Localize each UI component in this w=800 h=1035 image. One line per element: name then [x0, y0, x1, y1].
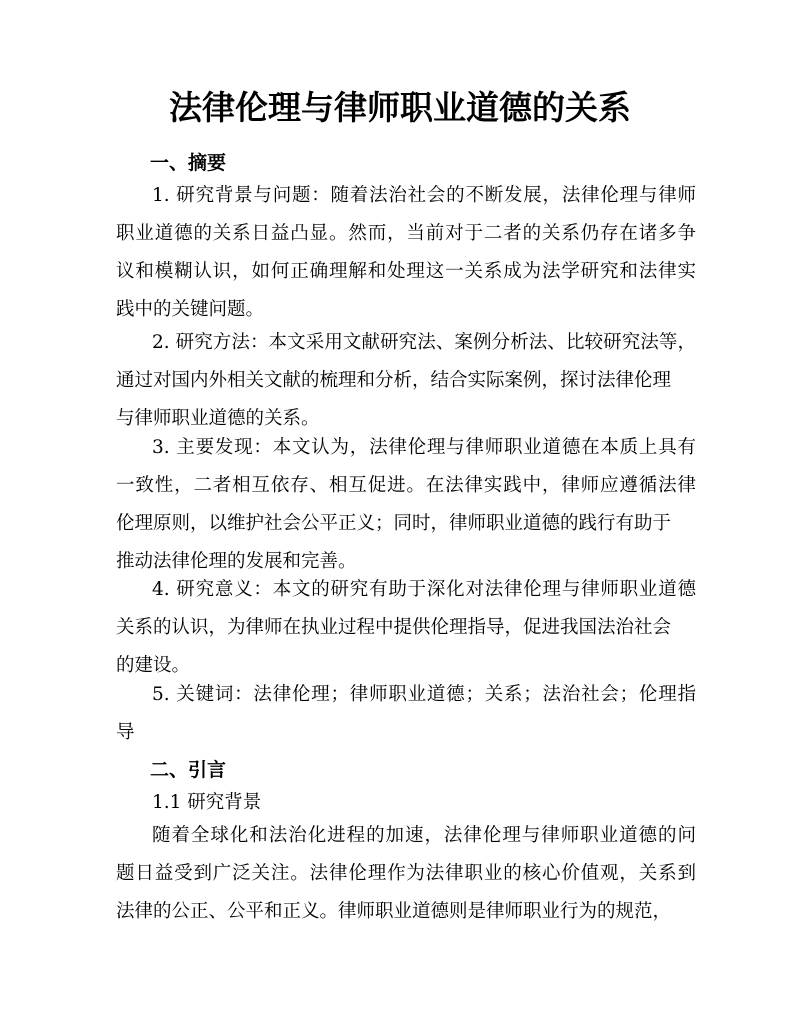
abstract-paragraph-1 — [116, 177, 696, 329]
text-line: 通过对国内外相关文献的梳理和分析，结合实际案例，探讨法律伦理 — [116, 370, 672, 391]
text-line: 题日益受到广泛关注。法律伦理作为法律职业的核心价值观，关系到 — [116, 863, 696, 884]
text-line: 随着全球化和法治化进程的加速，法律伦理与律师职业道德的问 — [152, 825, 696, 846]
text-line: 1. 研究背景与问题：随着法治社会的不断发展，法律伦理与律师 — [152, 185, 696, 206]
section-heading-abstract: 一、摘要 — [150, 152, 227, 174]
abstract-paragraph-4 — [116, 571, 696, 685]
introduction-paragraph-1 — [116, 817, 696, 931]
text-line: 2. 研究方法：本文采用文献研究法、案例分析法、比较研究法等， — [152, 332, 696, 353]
text-line: 法律的公正、公平和正义。律师职业道德则是律师职业行为的规范， — [116, 901, 672, 922]
abstract-paragraph-keywords — [116, 676, 696, 752]
text-line: 与律师职业道德的关系。 — [116, 408, 320, 429]
text-line: 议和模糊认识，如何正确理解和处理这一关系成为法学研究和法律实 — [116, 261, 696, 282]
text-line: 5. 关键词：法律伦理；律师职业道德；关系；法治社会；伦理指 — [152, 684, 696, 705]
text-line: 关系的认识，为律师在执业过程中提供伦理指导，促进我国法治社会 — [116, 617, 672, 638]
text-line: 的建设。 — [116, 655, 191, 676]
text-line: 一致性，二者相互依存、相互促进。在法律实践中，律师应遵循法律 — [116, 475, 696, 496]
text-line: 3. 主要发现：本文认为，法律伦理与律师职业道德在本质上具有 — [152, 437, 696, 458]
text-line: 导 — [116, 722, 135, 743]
document-title: 法律伦理与律师职业道德的关系 — [169, 88, 631, 127]
text-line: 职业道德的关系日益凸显。然而，当前对于二者的关系仍存在诸多争 — [116, 223, 696, 244]
section-heading-introduction: 二、引言 — [150, 759, 227, 781]
subsection-heading-background: 1.1 研究背景 — [152, 792, 262, 813]
text-line: 伦理原则，以维护社会公平正义；同时，律师职业道德的践行有助于 — [116, 513, 672, 534]
text-line: 推动法律伦理的发展和完善。 — [116, 551, 357, 572]
text-line: 4. 研究意义：本文的研究有助于深化对法律伦理与律师职业道德 — [152, 579, 696, 600]
text-line: 践中的关键问题。 — [116, 299, 265, 320]
abstract-paragraph-2 — [116, 324, 696, 438]
abstract-paragraph-3 — [116, 429, 696, 581]
